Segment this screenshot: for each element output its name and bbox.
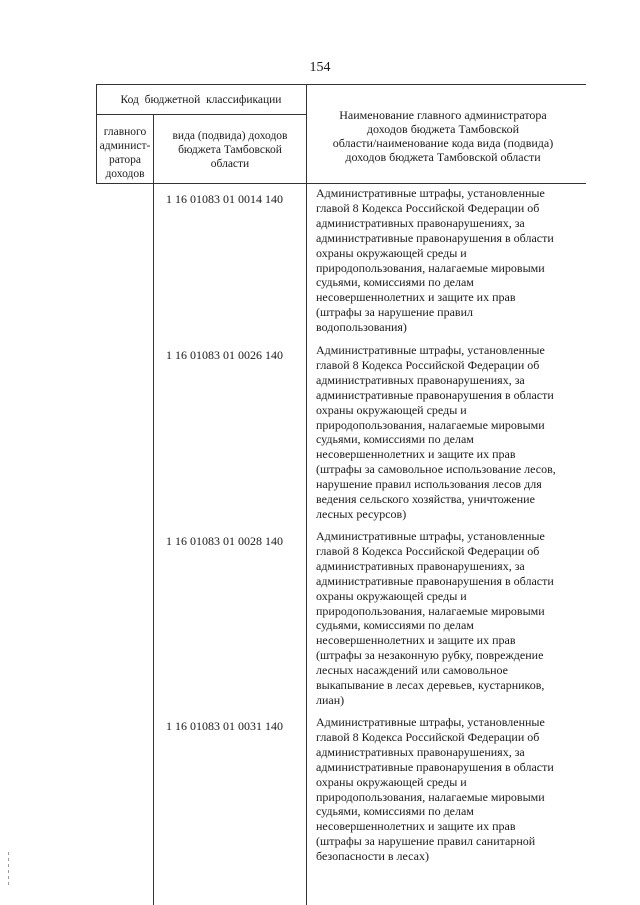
header-group-divider: [96, 114, 306, 115]
header-group-title: Код бюджетной классификации: [120, 94, 282, 106]
table-row-description: Административные штрафы, установленные главой 8 Кодекса Российской Федерации об административных правонарушениях, за административные правонарушения в области охраны окружающей среды и природопользования, налагаемые мировыми судьями, комиссиями по делам несовершеннолетних и защите их прав (штрафы за незаконную рубку, повреждение лесных насаждений или самовольное выкапывание в лесах деревьев, кустарников, лиан): [316, 529, 554, 707]
column-divider-1: [153, 114, 154, 905]
header-col-administrator: главного админист- ратора доходов: [99, 126, 151, 180]
table-row-code: 1 16 01083 01 0031 140: [166, 719, 283, 733]
table-row-code: 1 16 01083 01 0014 140: [166, 192, 283, 206]
header-bottom-border: [96, 183, 586, 184]
column-divider-2: [306, 84, 307, 905]
table-row-description: Административные штрафы, установленные главой 8 Кодекса Российской Федерации об административных правонарушениях, за административные правонарушения в области охраны окружающей среды и природопользования, налагаемые мировыми судьями, комиссиями по делам несовершеннолетних и защите их прав (штрафы за самовольное использование лесов, нарушение правил использования лесов для ведения сельского хозяйства, уничтожение лесных ресурсов): [316, 343, 556, 521]
page-number: 154: [309, 60, 331, 75]
table-row-code: 1 16 01083 01 0026 140: [166, 348, 283, 362]
table-row-code: 1 16 01083 01 0028 140: [166, 534, 283, 548]
table-row-description: Административные штрафы, установленные главой 8 Кодекса Российской Федерации об административных правонарушениях, за административные правонарушения в области охраны окружающей среды и природопользования, налагаемые мировыми судьями, комиссиями по делам несовершеннолетних и защите их прав (штрафы за нарушение правил санитарной безопасности в лесах): [316, 715, 554, 864]
table-top-border: [96, 84, 586, 85]
header-col-name: Наименование главного администратора доходов бюджета Тамбовской области/наименование кода вида (подвида) доходов бюджета Тамбовской области: [332, 108, 554, 164]
table-row-description: Административные штрафы, установленные главой 8 Кодекса Российской Федерации об административных правонарушениях, за административные правонарушения в области охраны окружающей среды и природопользования, налагаемые мировыми судьями, комиссиями по делам несовершеннолетних и защите их прав (штрафы за нарушение правил водопользования): [316, 186, 554, 335]
header-col-income-type: вида (подвида) доходов бюджета Тамбовской области: [172, 130, 288, 170]
